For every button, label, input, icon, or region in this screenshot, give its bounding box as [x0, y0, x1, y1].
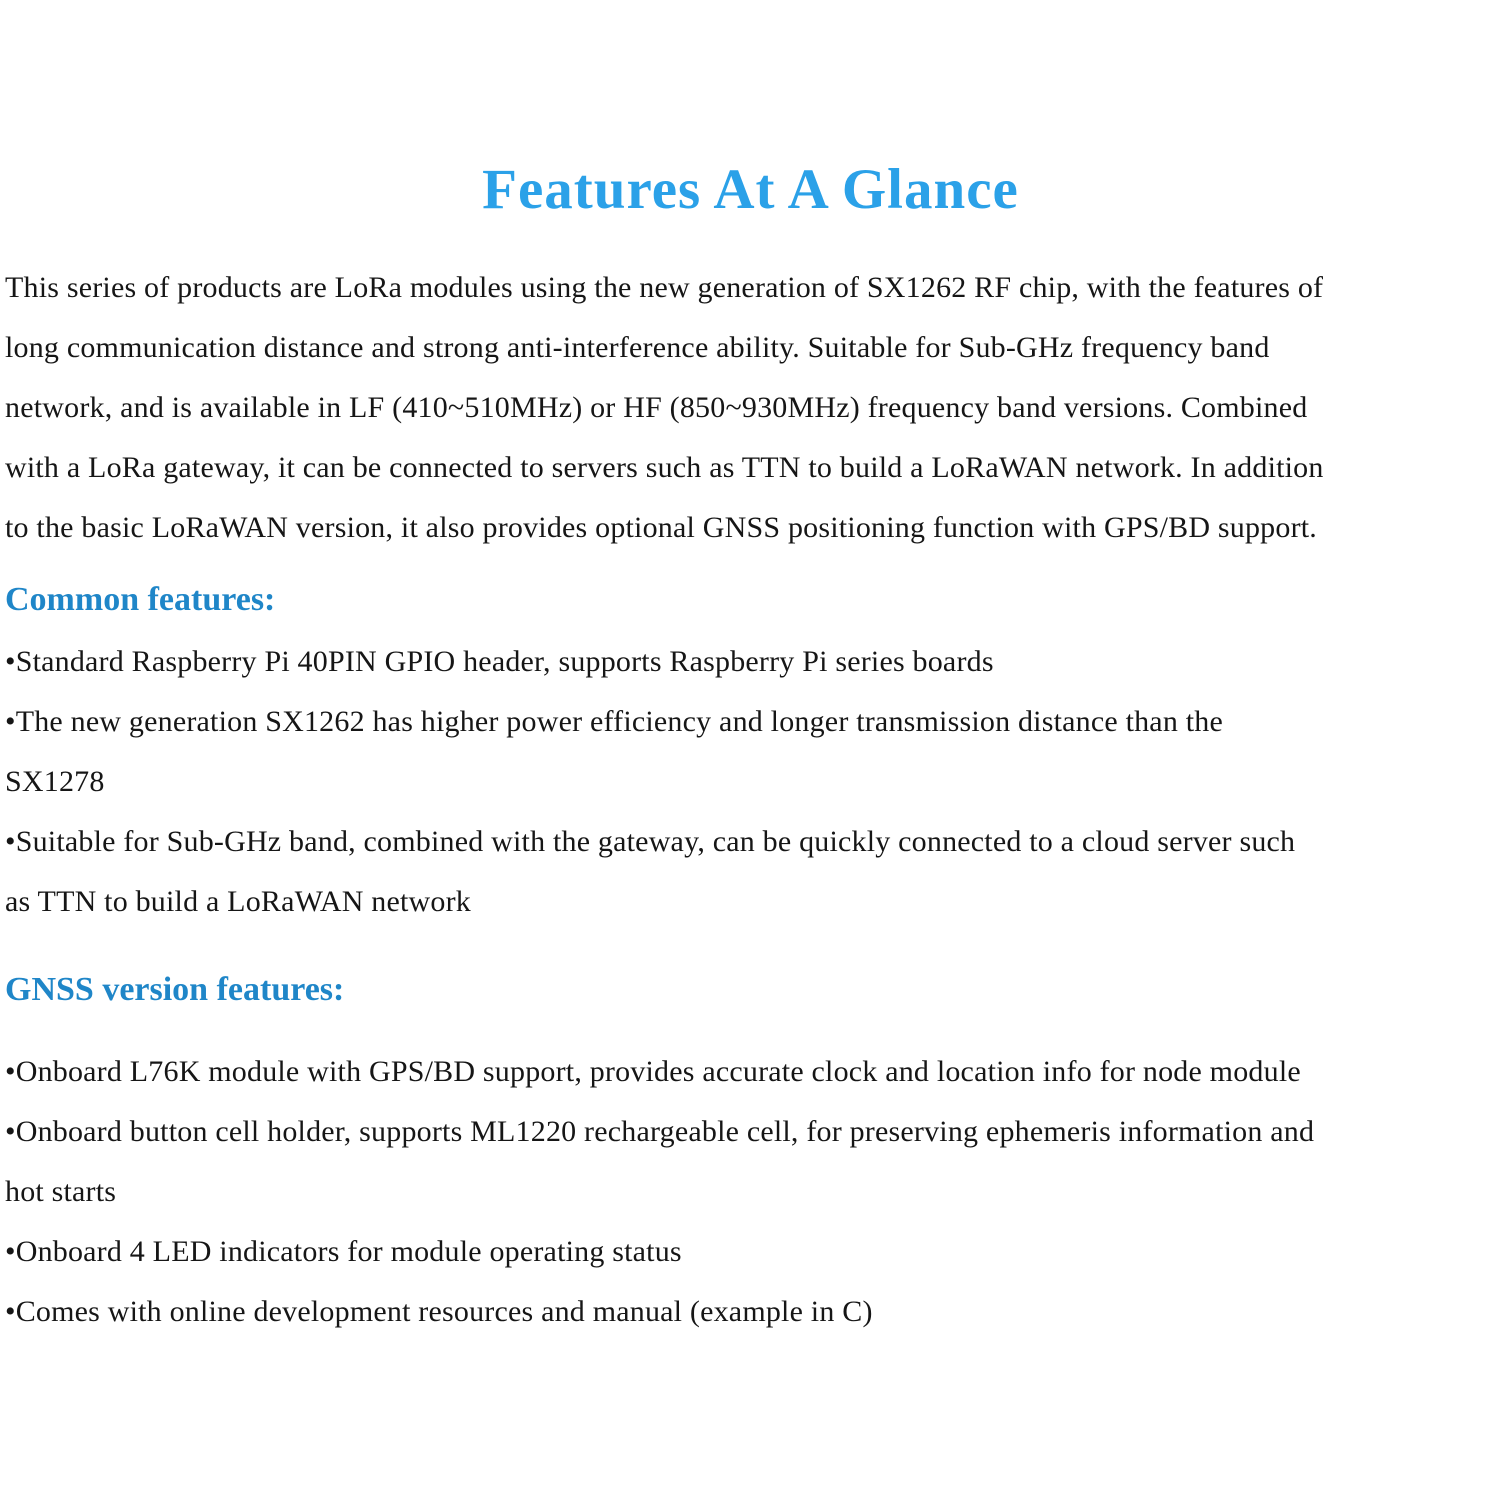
feature-line: •Onboard L76K module with GPS/BD support, provides accurate clock and location info for node module — [5, 1055, 1301, 1088]
feature-line: •Onboard 4 LED indicators for module operating status — [5, 1235, 682, 1268]
intro-line: to the basic LoRaWAN version, it also provides optional GNSS positioning function with GPS/BD support. — [5, 511, 1318, 544]
section-heading-gnss-version-features: GNSS version features: — [5, 971, 345, 1008]
page-title: Features At A Glance — [482, 158, 1019, 221]
gnss-features-list — [5, 1042, 1496, 1342]
intro-line: network, and is available in LF (410~510MHz) or HF (850~930MHz) frequency band versions. Combined — [5, 391, 1308, 424]
common-features-list — [5, 632, 1496, 932]
intro-line: with a LoRa gateway, it can be connected to servers such as TTN to build a LoRaWAN network. In addition — [5, 451, 1324, 484]
intro-paragraph — [5, 258, 1496, 558]
feature-line: •Standard Raspberry Pi 40PIN GPIO header, supports Raspberry Pi series boards — [5, 645, 994, 678]
feature-line: •Onboard button cell holder, supports ML1220 rechargeable cell, for preserving ephemeris information and — [5, 1115, 1315, 1148]
feature-line: as TTN to build a LoRaWAN network — [5, 885, 471, 918]
intro-line: long communication distance and strong anti-interference ability. Suitable for Sub-GHz frequency band — [5, 331, 1270, 364]
intro-line: This series of products are LoRa modules using the new generation of SX1262 RF chip, with the features of — [5, 271, 1324, 304]
feature-line: •The new generation SX1262 has higher power efficiency and longer transmission distance than the — [5, 705, 1223, 738]
section-heading-common-features: Common features: — [5, 581, 276, 618]
feature-line: •Comes with online development resources and manual (example in C) — [5, 1295, 873, 1328]
feature-line: hot starts — [5, 1175, 117, 1208]
feature-line: •Suitable for Sub-GHz band, combined with the gateway, can be quickly connected to a cloud server such — [5, 825, 1296, 858]
feature-line: SX1278 — [5, 765, 105, 798]
